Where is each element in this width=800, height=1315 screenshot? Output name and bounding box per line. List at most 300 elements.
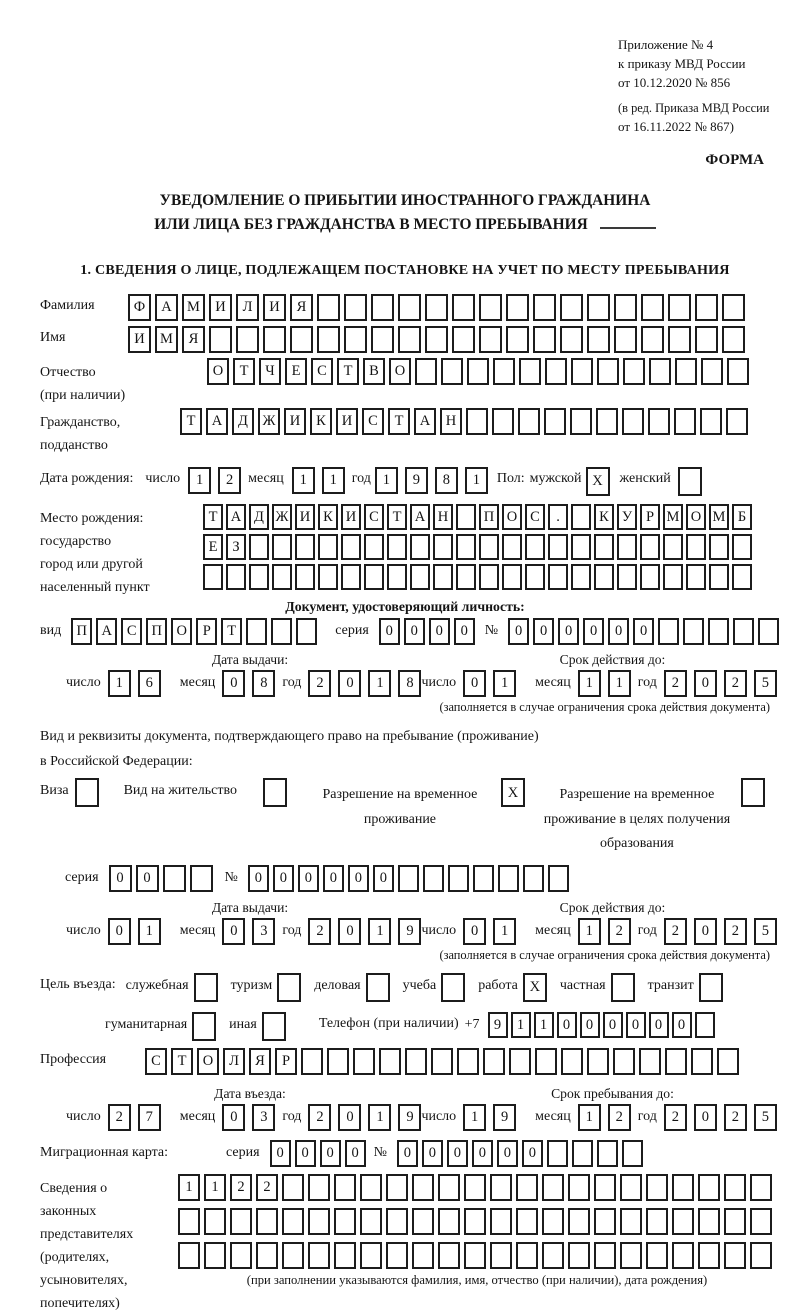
char-box: 1 — [204, 1174, 226, 1201]
char-box — [698, 1208, 720, 1235]
char-box: 2 — [664, 1104, 687, 1131]
char-box: К — [318, 504, 338, 530]
char-box — [203, 564, 223, 590]
char-box: Ч — [259, 358, 281, 385]
char-box: 1 — [463, 1104, 486, 1131]
char-box: И — [128, 326, 151, 353]
char-box: М — [663, 504, 683, 530]
migration-series-boxes — [270, 1140, 370, 1167]
char-box: 8 — [435, 467, 458, 494]
day-label: число — [421, 922, 457, 938]
char-box — [412, 1174, 434, 1201]
gender-female-label: женский — [619, 471, 671, 487]
char-box — [686, 564, 706, 590]
blank-underline — [600, 225, 656, 229]
char-box — [256, 1242, 278, 1269]
char-box: 2 — [108, 1104, 131, 1131]
char-box — [519, 358, 541, 385]
char-box — [732, 534, 752, 560]
char-box: 1 — [534, 1012, 554, 1038]
char-box — [464, 1242, 486, 1269]
doc-number-label: № — [484, 623, 499, 639]
issue-year-boxes — [308, 670, 421, 697]
char-box — [648, 408, 670, 435]
representatives-note: (при заполнении указываются фамилия, имя, отчество (при наличии), дата рождения) — [246, 1272, 708, 1287]
char-box: 1 — [368, 918, 391, 945]
char-box — [456, 504, 476, 530]
char-box: 0 — [338, 670, 361, 697]
char-box: И — [295, 504, 315, 530]
char-box — [296, 618, 317, 645]
char-box — [190, 865, 213, 892]
char-box — [425, 294, 448, 321]
identity-doc-row — [40, 618, 770, 645]
char-box — [364, 564, 384, 590]
patronymic-label: Отчество (при наличии) — [40, 365, 126, 404]
char-box: 1 — [368, 670, 391, 697]
char-box — [542, 1174, 564, 1201]
char-box: 0 — [323, 865, 344, 892]
doc-kind-label: вид — [40, 623, 62, 639]
char-box — [282, 1208, 304, 1235]
char-box: А — [410, 504, 430, 530]
month-label: месяц — [179, 922, 216, 938]
birthplace-line1 — [203, 504, 755, 530]
stay-issue-date — [66, 918, 421, 945]
char-box — [344, 294, 367, 321]
birthdate-row — [40, 467, 770, 496]
char-box: 6 — [138, 670, 161, 697]
birthplace-label: Место рождения: государство город или другой населенный пункт — [40, 511, 150, 596]
birth-day-boxes — [188, 467, 248, 494]
representatives-boxes — [178, 1174, 776, 1288]
char-box — [658, 618, 679, 645]
char-box: А — [414, 408, 436, 435]
char-box — [386, 1242, 408, 1269]
citizenship-label: Гражданство, подданство — [40, 415, 121, 454]
char-box — [464, 1208, 486, 1235]
char-box — [230, 1242, 252, 1269]
expiry-month-boxes — [578, 670, 638, 697]
birthplace-row — [40, 504, 770, 599]
char-box — [614, 326, 637, 353]
char-box — [256, 1208, 278, 1235]
stay-number-boxes — [248, 865, 573, 892]
stay-number-label: № — [224, 869, 238, 885]
purpose-options-2 — [105, 1012, 299, 1041]
char-box — [308, 1208, 330, 1235]
char-box — [571, 358, 593, 385]
char-box — [433, 534, 453, 560]
char-box: 9 — [405, 467, 428, 494]
char-box — [717, 1048, 739, 1075]
char-box: 0 — [608, 618, 629, 645]
char-box — [727, 358, 749, 385]
char-box: Т — [337, 358, 359, 385]
char-box: Т — [387, 504, 407, 530]
representatives-line2 — [178, 1208, 776, 1235]
char-box — [327, 1048, 349, 1075]
entry-day-boxes — [108, 1104, 168, 1131]
char-box: 0 — [522, 1140, 543, 1167]
char-box — [726, 408, 748, 435]
char-box — [544, 408, 566, 435]
char-box — [398, 294, 421, 321]
birthplace-boxes — [203, 504, 755, 594]
char-box: 0 — [533, 618, 554, 645]
char-box: Д — [232, 408, 254, 435]
char-box: 1 — [178, 1174, 200, 1201]
visa-label: Виза — [40, 783, 69, 799]
char-box: О — [686, 504, 706, 530]
checkbox — [611, 973, 635, 1002]
checkbox-option — [231, 973, 302, 1002]
char-box — [675, 358, 697, 385]
char-box — [308, 1242, 330, 1269]
char-box — [594, 1242, 616, 1269]
char-box — [709, 534, 729, 560]
char-box: 1 — [511, 1012, 531, 1038]
char-box — [622, 1140, 643, 1167]
checkbox-label: деловая — [314, 977, 361, 993]
char-box: М — [182, 294, 205, 321]
char-box: 1 — [608, 670, 631, 697]
char-box — [236, 326, 259, 353]
char-box — [318, 564, 338, 590]
checkbox-label: транзит — [647, 977, 694, 993]
char-box — [640, 534, 660, 560]
char-box — [668, 294, 691, 321]
char-box: 0 — [694, 1104, 717, 1131]
char-box — [318, 534, 338, 560]
char-box: Ж — [258, 408, 280, 435]
char-box — [750, 1174, 772, 1201]
char-box: 5 — [754, 670, 777, 697]
char-box — [317, 294, 340, 321]
char-box — [525, 564, 545, 590]
char-box — [708, 618, 729, 645]
char-box: Л — [223, 1048, 245, 1075]
char-box: 0 — [222, 1104, 245, 1131]
char-box: 8 — [252, 670, 275, 697]
char-box: 0 — [222, 670, 245, 697]
char-box — [204, 1242, 226, 1269]
entry-month-boxes — [222, 1104, 282, 1131]
representatives-label: Сведения о законных представителях (родителях, усыновителях, попечителях) — [40, 1180, 134, 1311]
char-box — [425, 326, 448, 353]
char-box — [379, 1048, 401, 1075]
year-label: год — [637, 1108, 657, 1124]
char-box — [412, 1208, 434, 1235]
char-box: М — [155, 326, 178, 353]
char-box: Р — [196, 618, 217, 645]
checkbox-option — [648, 973, 723, 1002]
section1-heading: 1. СВЕДЕНИЯ О ЛИЦЕ, ПОДЛЕЖАЩЕМ ПОСТАНОВКЕ НА УЧЕТ ПО МЕСТУ ПРЕБЫВАНИЯ — [80, 262, 730, 279]
char-box: М — [709, 504, 729, 530]
char-box — [613, 1048, 635, 1075]
char-box — [483, 1048, 505, 1075]
phone-boxes — [488, 1012, 718, 1038]
char-box — [533, 294, 556, 321]
form-title — [40, 189, 770, 237]
char-box: 3 — [252, 918, 275, 945]
char-box — [701, 358, 723, 385]
char-box: 0 — [397, 1140, 418, 1167]
char-box: 3 — [252, 1104, 275, 1131]
checkbox-option — [403, 973, 466, 1002]
char-box — [700, 408, 722, 435]
expiry-date — [421, 670, 776, 697]
char-box — [547, 1140, 568, 1167]
month-label: месяц — [535, 922, 571, 938]
char-box: 0 — [508, 618, 529, 645]
char-box: 1 — [493, 670, 516, 697]
migration-card-label: Миграционная карта: — [40, 1144, 169, 1160]
char-box — [523, 865, 544, 892]
char-box — [560, 294, 583, 321]
char-box — [695, 1012, 715, 1038]
char-box: С — [311, 358, 333, 385]
char-box — [724, 1174, 746, 1201]
month-label: месяц — [248, 471, 284, 487]
char-box — [272, 534, 292, 560]
char-box — [344, 326, 367, 353]
char-box: А — [206, 408, 228, 435]
char-box: 0 — [109, 865, 132, 892]
char-box — [509, 1048, 531, 1075]
char-box: 0 — [338, 1104, 361, 1131]
char-box — [639, 1048, 661, 1075]
issue-day-boxes — [108, 670, 168, 697]
char-box: С — [362, 408, 384, 435]
birthplace-line3 — [203, 564, 755, 590]
migration-series-label: серия — [226, 1144, 260, 1160]
char-box — [548, 865, 569, 892]
char-box: И — [263, 294, 286, 321]
char-box — [672, 1242, 694, 1269]
revision-line: от 16.11.2022 № 867) — [618, 118, 735, 134]
char-box: П — [146, 618, 167, 645]
temp-residence-checkbox: X — [501, 778, 525, 807]
char-box: 8 — [398, 670, 421, 697]
char-box — [686, 534, 706, 560]
char-box: 5 — [754, 1104, 777, 1131]
checkbox-option — [314, 973, 389, 1002]
char-box — [518, 408, 540, 435]
char-box — [548, 564, 568, 590]
char-box — [516, 1242, 538, 1269]
char-box: 0 — [672, 1012, 692, 1038]
stay-series-boxes — [109, 865, 217, 892]
checkbox-label: иная — [229, 1016, 257, 1032]
char-box — [272, 564, 292, 590]
char-box — [733, 618, 754, 645]
char-box: 1 — [465, 467, 488, 494]
char-box: 1 — [578, 670, 601, 697]
checkbox: X — [523, 973, 547, 1002]
checkbox-option — [478, 973, 547, 1002]
char-box — [490, 1242, 512, 1269]
entry-date-heading: Дата въезда: — [214, 1085, 286, 1101]
char-box: Т — [221, 618, 242, 645]
char-box — [572, 1140, 593, 1167]
migration-number-boxes — [397, 1140, 647, 1167]
char-box: О — [171, 618, 192, 645]
char-box: 2 — [724, 1104, 747, 1131]
char-box — [456, 564, 476, 590]
representatives-line1 — [178, 1174, 776, 1201]
appendix-block — [618, 36, 770, 136]
char-box — [341, 564, 361, 590]
char-box — [334, 1208, 356, 1235]
char-box — [360, 1242, 382, 1269]
char-box — [620, 1174, 642, 1201]
char-box: . — [548, 504, 568, 530]
checkbox — [262, 1012, 286, 1041]
char-box: 0 — [603, 1012, 623, 1038]
char-box — [371, 294, 394, 321]
char-box: 9 — [398, 918, 421, 945]
year-label: год — [351, 471, 371, 487]
char-box: 2 — [218, 467, 241, 494]
form-title-line1: УВЕДОМЛЕНИЕ О ПРИБЫТИИ ИНОСТРАННОГО ГРАЖДАНИНА — [159, 192, 651, 210]
char-box — [646, 1242, 668, 1269]
purpose-row — [40, 973, 770, 1002]
name-label: Имя — [40, 330, 66, 346]
checkbox-option — [105, 1012, 216, 1041]
char-box: Е — [285, 358, 307, 385]
char-box — [249, 564, 269, 590]
profession-label: Профессия — [40, 1051, 107, 1067]
char-box — [452, 326, 475, 353]
char-box — [490, 1208, 512, 1235]
char-box — [412, 1242, 434, 1269]
char-box — [464, 1174, 486, 1201]
appendix-line: от 10.12.2020 № 856 — [618, 74, 731, 90]
char-box — [597, 1140, 618, 1167]
char-box — [646, 1208, 668, 1235]
char-box — [709, 564, 729, 590]
char-box — [457, 1048, 479, 1075]
char-box: 2 — [308, 1104, 331, 1131]
issue-month-boxes — [222, 670, 282, 697]
char-box: Т — [180, 408, 202, 435]
char-box — [386, 1174, 408, 1201]
doc-kind-boxes — [71, 618, 321, 645]
year-label: год — [637, 675, 657, 691]
char-box — [263, 326, 286, 353]
char-box — [722, 326, 745, 353]
char-box — [204, 1208, 226, 1235]
char-box: Я — [290, 294, 313, 321]
char-box: С — [145, 1048, 167, 1075]
char-box: 1 — [322, 467, 345, 494]
stay-doc-date-headings — [40, 900, 770, 916]
char-box: 0 — [454, 618, 475, 645]
char-box — [623, 358, 645, 385]
char-box — [587, 294, 610, 321]
char-box — [415, 358, 437, 385]
char-box — [525, 534, 545, 560]
stay-until-month-boxes — [578, 1104, 638, 1131]
char-box — [640, 564, 660, 590]
char-box — [672, 1208, 694, 1235]
char-box: К — [594, 504, 614, 530]
entry-date-headings — [40, 1086, 770, 1102]
char-box — [571, 564, 591, 590]
stay-issue-day-boxes — [108, 918, 168, 945]
surname-boxes — [128, 294, 749, 321]
identity-doc-heading: Документ, удостоверяющий личность: — [285, 599, 525, 615]
char-box: 0 — [345, 1140, 366, 1167]
validity-note: (заполняется в случае ограничения срока действия документа) — [439, 700, 770, 715]
char-box — [617, 564, 637, 590]
char-box: 2 — [608, 918, 631, 945]
char-box: 0 — [447, 1140, 468, 1167]
char-box: О — [389, 358, 411, 385]
issue-date-heading: Дата выдачи: — [211, 899, 289, 915]
char-box: К — [310, 408, 332, 435]
char-box: 1 — [368, 1104, 391, 1131]
char-box — [622, 408, 644, 435]
purpose-label: Цель въезда: — [40, 976, 116, 992]
phone-prefix: +7 — [464, 1016, 480, 1032]
char-box — [663, 564, 683, 590]
char-box — [479, 534, 499, 560]
char-box: 2 — [308, 918, 331, 945]
char-box: Р — [275, 1048, 297, 1075]
stay-doc-serial-row — [40, 865, 770, 892]
gender-label: Пол: — [496, 471, 525, 487]
appendix-line: к приказу МВД России — [618, 55, 746, 71]
patronymic-boxes — [207, 358, 753, 385]
char-box: П — [479, 504, 499, 530]
char-box: 9 — [398, 1104, 421, 1131]
char-box — [587, 1048, 609, 1075]
char-box — [433, 564, 453, 590]
char-box — [438, 1174, 460, 1201]
char-box — [568, 1208, 590, 1235]
stay-expiry-year-boxes — [664, 918, 777, 945]
char-box: Н — [433, 504, 453, 530]
char-box — [448, 865, 469, 892]
month-label: месяц — [179, 1108, 216, 1124]
char-box — [438, 1208, 460, 1235]
gender-male-label: мужской — [529, 471, 582, 487]
char-box — [473, 865, 494, 892]
entry-date — [66, 1104, 421, 1131]
char-box — [334, 1174, 356, 1201]
day-label: число — [421, 675, 457, 691]
residence-permit-label: Вид на жительство — [123, 783, 237, 799]
month-label: месяц — [179, 675, 216, 691]
char-box — [674, 408, 696, 435]
char-box — [691, 1048, 713, 1075]
stay-doc-dates — [40, 918, 770, 945]
char-box: 0 — [379, 618, 400, 645]
char-box — [641, 294, 664, 321]
char-box: У — [617, 504, 637, 530]
char-box — [724, 1208, 746, 1235]
char-box: 0 — [694, 918, 717, 945]
char-box — [649, 358, 671, 385]
char-box — [282, 1242, 304, 1269]
char-box — [452, 294, 475, 321]
char-box: Ж — [272, 504, 292, 530]
char-box — [226, 564, 246, 590]
char-box — [498, 865, 519, 892]
char-box: Т — [203, 504, 223, 530]
